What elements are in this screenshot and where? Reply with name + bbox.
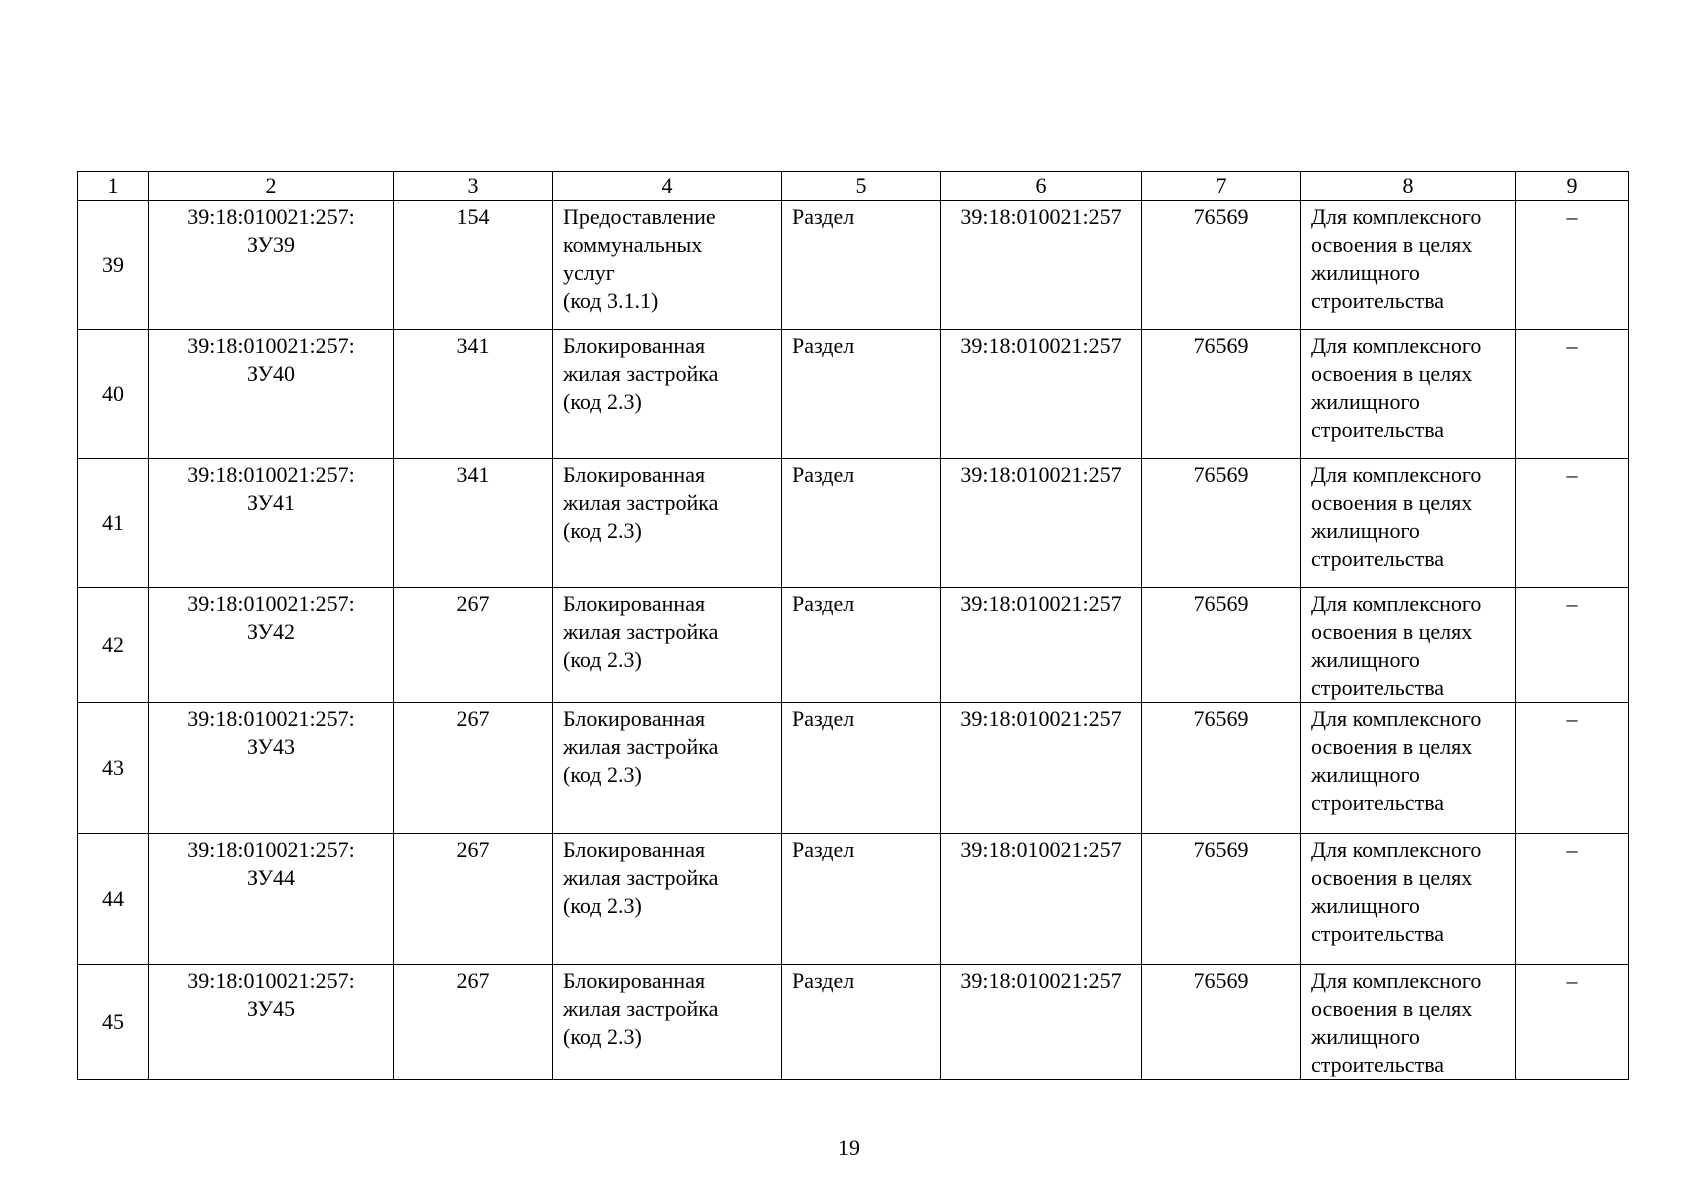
land-use-cell — [553, 330, 782, 459]
land-use-cell — [553, 703, 782, 834]
cadastral-number-line: ЗУ40 — [246, 361, 296, 386]
column-number: 4 — [553, 172, 782, 201]
row-number-cell: 41 — [78, 459, 149, 588]
purpose-cell — [1301, 201, 1516, 330]
land-use-line: (код 2.3) — [563, 893, 642, 918]
cadastral-number-line: ЗУ44 — [246, 865, 296, 890]
cadastral-number-line: 39:18:010021:257: — [187, 968, 355, 993]
area-cell: 341 — [394, 330, 553, 459]
land-use-line: жилая застройка — [563, 734, 719, 759]
purpose-line: строительства — [1311, 790, 1445, 815]
note-cell: – — [1516, 965, 1629, 1080]
land-use-line: Блокированная — [563, 333, 706, 358]
table-row — [78, 703, 1629, 834]
table-row — [78, 201, 1629, 330]
purpose-line: жилищного — [1311, 260, 1420, 285]
purpose-line: жилищного — [1311, 389, 1420, 414]
cadastral-number-line: ЗУ41 — [246, 490, 296, 515]
cadastral-number-line: ЗУ43 — [246, 734, 296, 759]
purpose-line: освоения в целях — [1311, 734, 1473, 759]
cadastral-number-cell — [149, 459, 394, 588]
table-row — [78, 965, 1629, 1080]
land-use-line: услуг — [563, 260, 615, 285]
land-use-cell — [553, 965, 782, 1080]
operation-cell: Раздел — [782, 834, 941, 965]
purpose-line: освоения в целях — [1311, 996, 1473, 1021]
purpose-line: Для комплексного — [1311, 837, 1482, 862]
area-cell: 267 — [394, 703, 553, 834]
cadastral-number-cell — [149, 330, 394, 459]
source-parcel-cell: 39:18:010021:257 — [941, 588, 1142, 703]
column-number: 9 — [1516, 172, 1629, 201]
purpose-line: жилищного — [1311, 893, 1420, 918]
note-cell: – — [1516, 330, 1629, 459]
note-cell: – — [1516, 703, 1629, 834]
column-number: 5 — [782, 172, 941, 201]
purpose-line: освоения в целях — [1311, 490, 1473, 515]
cadastral-number-cell — [149, 965, 394, 1080]
purpose-line: Для комплексного — [1311, 968, 1482, 993]
cadastral-number-cell — [149, 834, 394, 965]
land-use-line: (код 2.3) — [563, 389, 642, 414]
purpose-cell — [1301, 330, 1516, 459]
table-row — [78, 330, 1629, 459]
purpose-line: строительства — [1311, 417, 1445, 442]
land-use-line: жилая застройка — [563, 490, 719, 515]
purpose-line: освоения в целях — [1311, 619, 1473, 644]
operation-cell: Раздел — [782, 330, 941, 459]
area-cell: 154 — [394, 201, 553, 330]
operation-cell: Раздел — [782, 201, 941, 330]
source-area-cell: 76569 — [1142, 703, 1301, 834]
source-parcel-cell: 39:18:010021:257 — [941, 965, 1142, 1080]
cadastral-number-line: 39:18:010021:257: — [187, 706, 355, 731]
purpose-line: жилищного — [1311, 647, 1420, 672]
area-cell: 267 — [394, 834, 553, 965]
cadastral-number-cell — [149, 588, 394, 703]
purpose-line: освоения в целях — [1311, 361, 1473, 386]
row-number-cell: 45 — [78, 965, 149, 1080]
cadastral-number-cell — [149, 201, 394, 330]
purpose-line: жилищного — [1311, 1024, 1420, 1049]
note-cell: – — [1516, 201, 1629, 330]
cadastral-number-cell — [149, 703, 394, 834]
source-parcel-cell: 39:18:010021:257 — [941, 703, 1142, 834]
land-use-line: (код 2.3) — [563, 1024, 642, 1049]
purpose-line: Для комплексного — [1311, 591, 1482, 616]
operation-cell: Раздел — [782, 703, 941, 834]
table-row — [78, 588, 1629, 703]
note-cell: – — [1516, 459, 1629, 588]
column-number-row — [78, 172, 1629, 201]
land-use-line: коммунальных — [563, 232, 703, 257]
source-area-cell: 76569 — [1142, 834, 1301, 965]
cadastral-number-line: ЗУ42 — [246, 619, 296, 644]
purpose-cell — [1301, 834, 1516, 965]
land-use-line: жилая застройка — [563, 996, 719, 1021]
cadastral-number-line: ЗУ45 — [246, 996, 296, 1021]
operation-cell: Раздел — [782, 965, 941, 1080]
source-area-cell: 76569 — [1142, 459, 1301, 588]
cadastral-number-line: 39:18:010021:257: — [187, 204, 355, 229]
land-use-line: Блокированная — [563, 706, 706, 731]
row-number-cell: 43 — [78, 703, 149, 834]
purpose-line: строительства — [1311, 921, 1445, 946]
purpose-line: освоения в целях — [1311, 865, 1473, 890]
cadastral-number-line: 39:18:010021:257: — [187, 333, 355, 358]
purpose-line: жилищного — [1311, 518, 1420, 543]
source-area-cell: 76569 — [1142, 588, 1301, 703]
purpose-line: Для комплексного — [1311, 333, 1482, 358]
land-use-line: (код 2.3) — [563, 518, 642, 543]
land-use-line: Предоставление — [563, 204, 716, 229]
land-use-line: (код 2.3) — [563, 762, 642, 787]
purpose-line: строительства — [1311, 288, 1445, 313]
purpose-cell — [1301, 459, 1516, 588]
cadastral-number-line: 39:18:010021:257: — [187, 462, 355, 487]
column-number: 7 — [1142, 172, 1301, 201]
land-use-line: Блокированная — [563, 462, 706, 487]
land-use-cell — [553, 201, 782, 330]
purpose-line: Для комплексного — [1311, 204, 1482, 229]
column-number: 1 — [78, 172, 149, 201]
source-area-cell: 76569 — [1142, 201, 1301, 330]
purpose-line: Для комплексного — [1311, 706, 1482, 731]
purpose-line: Для комплексного — [1311, 462, 1482, 487]
operation-cell: Раздел — [782, 588, 941, 703]
column-number: 6 — [941, 172, 1142, 201]
source-parcel-cell: 39:18:010021:257 — [941, 330, 1142, 459]
purpose-cell — [1301, 703, 1516, 834]
area-cell: 341 — [394, 459, 553, 588]
land-use-line: жилая застройка — [563, 865, 719, 890]
note-cell: – — [1516, 834, 1629, 965]
row-number-cell: 42 — [78, 588, 149, 703]
cadastral-number-line: ЗУ39 — [246, 232, 296, 257]
purpose-line: строительства — [1311, 675, 1445, 700]
table-body — [78, 201, 1629, 1080]
table-row — [78, 834, 1629, 965]
note-cell: – — [1516, 588, 1629, 703]
page-number: 19 — [838, 1135, 860, 1160]
column-number: 2 — [149, 172, 394, 201]
land-use-line: жилая застройка — [563, 619, 719, 644]
land-use-line: Блокированная — [563, 968, 706, 993]
land-use-cell — [553, 588, 782, 703]
land-use-cell — [553, 834, 782, 965]
operation-cell: Раздел — [782, 459, 941, 588]
purpose-cell — [1301, 588, 1516, 703]
source-parcel-cell: 39:18:010021:257 — [941, 201, 1142, 330]
cadastral-number-line: 39:18:010021:257: — [187, 837, 355, 862]
land-use-line: Блокированная — [563, 591, 706, 616]
table-row — [78, 459, 1629, 588]
land-plots-table — [77, 171, 1629, 1080]
purpose-line: строительства — [1311, 1052, 1445, 1077]
land-use-line: (код 3.1.1) — [563, 288, 659, 313]
source-parcel-cell: 39:18:010021:257 — [941, 834, 1142, 965]
cadastral-number-line: 39:18:010021:257: — [187, 591, 355, 616]
area-cell: 267 — [394, 588, 553, 703]
row-number-cell: 39 — [78, 201, 149, 330]
area-cell: 267 — [394, 965, 553, 1080]
source-parcel-cell: 39:18:010021:257 — [941, 459, 1142, 588]
purpose-line: освоения в целях — [1311, 232, 1473, 257]
purpose-cell — [1301, 965, 1516, 1080]
purpose-line: строительства — [1311, 546, 1445, 571]
purpose-line: жилищного — [1311, 762, 1420, 787]
land-use-line: (код 2.3) — [563, 647, 642, 672]
column-number: 8 — [1301, 172, 1516, 201]
land-use-line: жилая застройка — [563, 361, 719, 386]
row-number-cell: 44 — [78, 834, 149, 965]
land-use-line: Блокированная — [563, 837, 706, 862]
source-area-cell: 76569 — [1142, 330, 1301, 459]
source-area-cell: 76569 — [1142, 965, 1301, 1080]
column-number: 3 — [394, 172, 553, 201]
land-use-cell — [553, 459, 782, 588]
row-number-cell: 40 — [78, 330, 149, 459]
